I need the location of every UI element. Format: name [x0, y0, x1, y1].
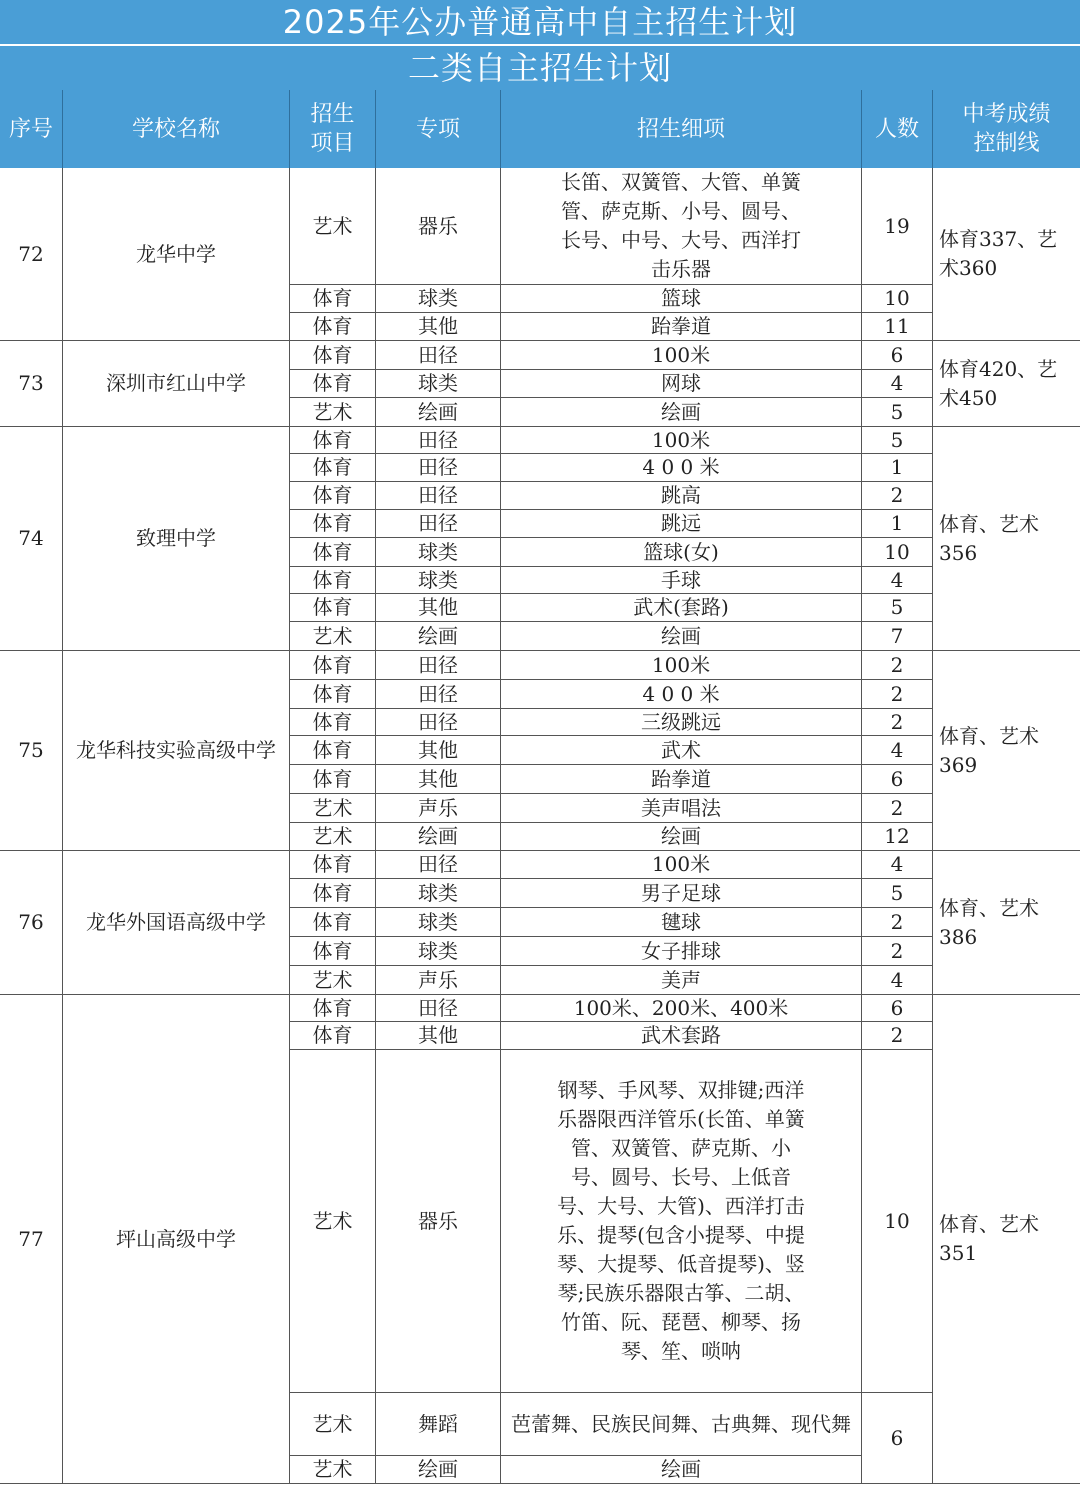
row-project	[290, 482, 376, 510]
row-detail-text: 网球	[661, 371, 701, 395]
school-seq	[0, 427, 63, 651]
row-detail	[501, 567, 862, 594]
school-name	[63, 427, 290, 651]
header-project-line1: 招生	[310, 102, 355, 127]
school-control-line-text: 体育、艺术386	[939, 895, 1039, 949]
row-special-text: 田径	[418, 995, 458, 1020]
school-control-line	[933, 341, 1080, 427]
row-count	[862, 538, 933, 567]
row-project-text: 体育	[312, 483, 353, 507]
row-project-text: 体育	[312, 938, 353, 963]
row-special-text: 田径	[418, 852, 458, 876]
row-project-text: 体育	[312, 314, 353, 338]
row-detail	[501, 966, 862, 995]
row-special	[376, 370, 501, 398]
row-project-text: 体育	[312, 455, 353, 479]
row-special-text: 其他	[418, 737, 458, 762]
row-detail	[501, 879, 862, 908]
row-count-text: 5	[890, 595, 904, 619]
row-project-text: 体育	[312, 567, 353, 592]
school-name	[63, 851, 290, 995]
row-project-text: 体育	[312, 652, 353, 677]
row-project	[290, 538, 376, 567]
row-detail-text: 男子足球	[641, 880, 721, 905]
row-count-text: 1	[890, 455, 904, 479]
row-project	[290, 1022, 376, 1050]
school-seq-text: 76	[18, 910, 44, 934]
row-project	[290, 765, 376, 794]
row-count	[862, 168, 933, 285]
header-control-line1: 中考成绩	[962, 102, 1051, 127]
school-name-text: 龙华中学	[136, 241, 216, 266]
row-detail	[501, 680, 862, 709]
row-detail-text: 芭蕾舞、民族民间舞、古典舞、现代舞	[511, 1411, 851, 1436]
row-special	[376, 937, 501, 966]
row-special-text: 绘画	[418, 399, 458, 424]
row-detail	[501, 285, 862, 313]
row-special	[376, 341, 501, 370]
row-project-text: 艺术	[312, 623, 353, 648]
row-detail-text: 100米、200米、400米	[573, 995, 789, 1020]
row-detail	[501, 454, 862, 482]
header-control-line2: 控制线	[973, 131, 1040, 156]
row-count	[862, 285, 933, 313]
row-detail-text: 长笛、双簧管、大管、单簧管、萨克斯、小号、圆号、长号、中号、大号、西洋打击乐器	[561, 170, 801, 281]
row-count	[862, 454, 933, 482]
row-special	[376, 995, 501, 1022]
table-header	[0, 90, 1080, 168]
school-seq	[0, 651, 63, 851]
row-count	[862, 1050, 933, 1393]
row-special	[376, 1050, 501, 1393]
row-special	[376, 454, 501, 482]
row-special-text: 田径	[418, 709, 458, 734]
row-project-text: 体育	[312, 371, 353, 395]
row-project-text: 艺术	[312, 824, 353, 848]
school-control-line	[933, 851, 1080, 995]
row-project	[290, 285, 376, 313]
row-detail	[501, 538, 862, 567]
row-special-text: 球类	[418, 909, 458, 934]
row-detail	[501, 482, 862, 510]
school-control-line	[933, 651, 1080, 851]
row-detail-text: 绘画	[661, 824, 701, 848]
row-count-text: 5	[890, 427, 904, 452]
row-count-text: 4	[890, 967, 904, 992]
header-seq: 序号	[0, 90, 63, 168]
row-project-text: 艺术	[312, 1411, 353, 1436]
row-count-text: 2	[890, 709, 904, 734]
row-project	[290, 398, 376, 427]
row-special	[376, 794, 501, 823]
row-special-text: 田径	[418, 455, 458, 479]
row-project-text: 体育	[312, 1023, 353, 1047]
row-special	[376, 567, 501, 594]
row-count	[862, 680, 933, 709]
row-project	[290, 908, 376, 937]
row-special-text: 其他	[418, 1023, 458, 1047]
row-project-text: 体育	[312, 342, 353, 367]
page-subtitle: 二类自主招生计划	[0, 46, 1080, 90]
row-project	[290, 651, 376, 680]
row-special-text: 球类	[418, 567, 458, 592]
row-detail	[501, 995, 862, 1022]
row-detail-text: 绘画	[661, 623, 701, 648]
school-seq-text: 75	[18, 738, 44, 762]
school-seq	[0, 341, 63, 427]
row-special-text: 绘画	[418, 1457, 458, 1481]
school-seq-text: 73	[18, 371, 44, 395]
row-project	[290, 966, 376, 995]
row-count	[862, 736, 933, 765]
row-project	[290, 341, 376, 370]
row-count-text: 5	[890, 399, 904, 424]
row-count-text: 6	[890, 995, 904, 1020]
header-project-line2: 项目	[310, 131, 355, 156]
row-special-text: 球类	[418, 880, 458, 905]
row-detail-text: 美声唱法	[641, 795, 721, 820]
row-count	[862, 709, 933, 736]
row-count-text: 2	[890, 652, 904, 677]
row-count	[862, 622, 933, 651]
school-seq-text: 77	[18, 1226, 44, 1251]
row-special-text: 田径	[418, 483, 458, 507]
row-count	[862, 823, 933, 851]
row-special-text: 球类	[418, 371, 458, 395]
row-project	[290, 370, 376, 398]
row-count-text: 11	[884, 314, 910, 338]
row-special-text: 田径	[418, 427, 458, 452]
row-project-text: 体育	[312, 595, 353, 619]
row-detail	[501, 851, 862, 879]
row-special	[376, 285, 501, 313]
row-project-text: 体育	[312, 995, 353, 1020]
row-detail	[501, 736, 862, 765]
row-special-text: 球类	[418, 286, 458, 310]
row-count-text: 10	[884, 1208, 910, 1233]
row-detail-text: 绘画	[661, 1457, 701, 1481]
row-project-text: 艺术	[312, 1457, 353, 1481]
row-count	[862, 594, 933, 622]
row-count-text: 10	[884, 286, 910, 310]
school-control-line	[933, 995, 1080, 1484]
row-count-text: 5	[890, 880, 904, 905]
row-project	[290, 1456, 376, 1484]
row-special	[376, 313, 501, 341]
row-project-text: 体育	[312, 427, 353, 452]
school-name-text: 深圳市红山中学	[106, 371, 246, 395]
row-detail	[501, 937, 862, 966]
row-detail	[501, 823, 862, 851]
row-special	[376, 680, 501, 709]
row-special	[376, 168, 501, 285]
row-detail-text: 绘画	[661, 399, 701, 424]
row-count	[862, 851, 933, 879]
row-detail	[501, 168, 862, 285]
school-control-line-text: 体育、艺术356	[939, 511, 1039, 565]
row-detail	[501, 341, 862, 370]
row-detail-text: 100米	[651, 852, 711, 876]
row-detail	[501, 1022, 862, 1050]
row-detail	[501, 594, 862, 622]
row-detail-text: 100米	[651, 427, 711, 452]
row-special	[376, 538, 501, 567]
row-special-text: 器乐	[418, 213, 458, 238]
row-count	[862, 651, 933, 680]
row-special	[376, 622, 501, 651]
row-project-text: 体育	[312, 539, 353, 564]
row-detail	[501, 427, 862, 454]
page-title: 2025年公办普通高中自主招生计划	[0, 0, 1080, 44]
row-project	[290, 510, 376, 538]
row-project-text: 体育	[312, 909, 353, 934]
row-count	[862, 765, 933, 794]
row-detail-text: 武术(套路)	[633, 595, 729, 619]
header-control	[933, 90, 1080, 168]
row-count-text: 6	[890, 342, 904, 367]
row-count-text: 10	[884, 539, 910, 564]
row-count	[862, 482, 933, 510]
row-count	[862, 879, 933, 908]
header-project	[290, 90, 376, 168]
row-project-text: 艺术	[312, 967, 353, 992]
row-special-text: 绘画	[418, 623, 458, 648]
school-name	[63, 168, 290, 341]
row-special	[376, 1393, 501, 1456]
row-project	[290, 995, 376, 1022]
row-count-text: 2	[890, 795, 904, 820]
row-count-text: 2	[890, 909, 904, 934]
school-name	[63, 651, 290, 851]
row-project	[290, 1050, 376, 1393]
row-detail	[501, 1393, 862, 1456]
row-project	[290, 313, 376, 341]
row-detail-text: 跆拳道	[651, 766, 711, 791]
row-project-text: 艺术	[312, 1208, 353, 1233]
row-count-text: 2	[890, 1023, 904, 1047]
row-count	[862, 937, 933, 966]
row-special-text: 其他	[418, 766, 458, 791]
row-detail-text: 钢琴、手风琴、双排键;西洋乐器限西洋管乐(长笛、单簧管、双簧管、萨克斯、小号、圆号、长号、上低音号、大号、大管)、西洋打击乐、提琴(包含小提琴、中提琴、大提琴、低音提琴)、竖琴;民族乐器限古筝、二胡、竹笛、阮、琵琶、柳琴、扬琴、笙、唢呐	[557, 1078, 805, 1363]
row-count	[862, 995, 933, 1022]
row-special-text: 其他	[418, 314, 458, 338]
row-detail	[501, 398, 862, 427]
row-special-text: 田径	[418, 342, 458, 367]
row-special-text: 田径	[418, 511, 458, 535]
row-special-text: 声乐	[418, 967, 458, 992]
row-count-text: 19	[884, 213, 910, 238]
row-count-text: 4	[890, 737, 904, 762]
row-count-text: 2	[890, 938, 904, 963]
row-count	[862, 313, 933, 341]
row-count	[862, 510, 933, 538]
school-name-text: 龙华科技实验高级中学	[76, 738, 276, 762]
row-project	[290, 709, 376, 736]
row-count	[862, 1022, 933, 1050]
school-name	[63, 995, 290, 1484]
row-count	[862, 794, 933, 823]
row-special	[376, 1456, 501, 1484]
row-detail-text: 篮球	[661, 286, 701, 310]
row-detail	[501, 510, 862, 538]
row-detail-text: 100米	[651, 342, 711, 367]
row-count-text: 4	[890, 567, 904, 592]
row-detail-text: 美声	[661, 967, 701, 992]
row-special	[376, 765, 501, 794]
row-project	[290, 622, 376, 651]
school-name-text: 坪山高级中学	[116, 1226, 236, 1251]
row-detail-text: 篮球(女)	[643, 539, 719, 564]
row-project	[290, 937, 376, 966]
row-count-text: 1	[890, 511, 904, 535]
row-detail-text: 女子排球	[641, 938, 721, 963]
row-detail-text: 100米	[651, 652, 711, 677]
row-special-text: 舞蹈	[418, 1411, 458, 1436]
row-count	[862, 427, 933, 454]
row-special	[376, 651, 501, 680]
row-special	[376, 879, 501, 908]
row-detail	[501, 1050, 862, 1393]
row-detail	[501, 651, 862, 680]
row-special	[376, 966, 501, 995]
row-project-text: 体育	[312, 681, 353, 706]
row-project-text: 体育	[312, 852, 353, 876]
row-special	[376, 398, 501, 427]
row-project-text: 艺术	[312, 213, 353, 238]
row-count	[862, 370, 933, 398]
row-detail-text: 武术	[661, 737, 701, 762]
row-detail-text: 毽球	[661, 909, 701, 934]
row-count	[862, 1393, 933, 1484]
row-detail	[501, 1456, 862, 1484]
row-special	[376, 510, 501, 538]
school-control-line-text: 体育、艺术351	[939, 1212, 1039, 1265]
row-project	[290, 1393, 376, 1456]
row-project	[290, 567, 376, 594]
school-seq-text: 74	[18, 526, 44, 550]
row-special	[376, 594, 501, 622]
row-special-text: 田径	[418, 681, 458, 706]
row-project	[290, 427, 376, 454]
row-count	[862, 567, 933, 594]
row-count-text: 4	[890, 852, 904, 876]
row-count	[862, 398, 933, 427]
row-special	[376, 908, 501, 937]
row-count-text: 2	[890, 483, 904, 507]
school-control-line-text: 体育337、艺术360	[939, 227, 1058, 280]
row-special-text: 其他	[418, 595, 458, 619]
row-special	[376, 851, 501, 879]
row-count-text: 6	[890, 1425, 904, 1450]
row-project-text: 体育	[312, 880, 353, 905]
row-project-text: 体育	[312, 511, 353, 535]
row-detail	[501, 765, 862, 794]
row-special	[376, 709, 501, 736]
row-special	[376, 427, 501, 454]
row-project	[290, 168, 376, 285]
school-seq	[0, 995, 63, 1484]
row-detail-text: 跳远	[661, 511, 701, 535]
row-detail-text: 手球	[661, 567, 701, 592]
school-name	[63, 341, 290, 427]
row-project	[290, 454, 376, 482]
row-detail	[501, 709, 862, 736]
row-project-text: 体育	[312, 737, 353, 762]
row-special-text: 器乐	[418, 1208, 458, 1233]
row-project-text: 体育	[312, 709, 353, 734]
header-count: 人数	[862, 90, 933, 168]
row-project-text: 体育	[312, 766, 353, 791]
row-detail	[501, 794, 862, 823]
row-detail	[501, 370, 862, 398]
row-count-text: 7	[890, 623, 904, 648]
row-special-text: 田径	[418, 652, 458, 677]
row-special	[376, 1022, 501, 1050]
row-special-text: 球类	[418, 539, 458, 564]
row-project	[290, 594, 376, 622]
header-detail: 招生细项	[501, 90, 862, 168]
row-special-text: 绘画	[418, 824, 458, 848]
row-count	[862, 966, 933, 995]
school-control-line	[933, 427, 1080, 651]
row-detail	[501, 622, 862, 651]
row-count-text: 2	[890, 681, 904, 706]
row-project	[290, 823, 376, 851]
school-seq	[0, 168, 63, 341]
row-detail-text: 跳高	[661, 483, 701, 507]
school-control-line-text: 体育420、艺术450	[939, 356, 1058, 410]
school-seq	[0, 851, 63, 995]
row-project	[290, 680, 376, 709]
school-control-line	[933, 168, 1080, 341]
row-project-text: 艺术	[312, 399, 353, 424]
row-detail-text: 4 0 0 米	[642, 455, 720, 479]
school-seq-text: 72	[18, 241, 44, 266]
row-count-text: 6	[890, 766, 904, 791]
row-detail-text: 4 0 0 米	[642, 681, 720, 706]
row-detail	[501, 313, 862, 341]
school-control-line-text: 体育、艺术369	[939, 723, 1039, 777]
row-project	[290, 851, 376, 879]
row-special	[376, 823, 501, 851]
row-project-text: 体育	[312, 286, 353, 310]
school-name-text: 龙华外国语高级中学	[86, 910, 266, 934]
row-detail-text: 三级跳远	[641, 709, 721, 734]
header-school: 学校名称	[63, 90, 290, 168]
row-detail-text: 武术套路	[641, 1023, 721, 1047]
header-special: 专项	[376, 90, 501, 168]
row-special-text: 球类	[418, 938, 458, 963]
row-detail-text: 跆拳道	[651, 314, 711, 338]
row-count-text: 12	[884, 824, 910, 848]
row-project-text: 艺术	[312, 795, 353, 820]
row-special-text: 声乐	[418, 795, 458, 820]
row-project	[290, 794, 376, 823]
row-special	[376, 736, 501, 765]
row-special	[376, 482, 501, 510]
row-detail	[501, 908, 862, 937]
row-count-text: 4	[890, 371, 904, 395]
row-count	[862, 341, 933, 370]
row-count	[862, 908, 933, 937]
school-name-text: 致理中学	[136, 526, 216, 550]
row-project	[290, 879, 376, 908]
row-project	[290, 736, 376, 765]
